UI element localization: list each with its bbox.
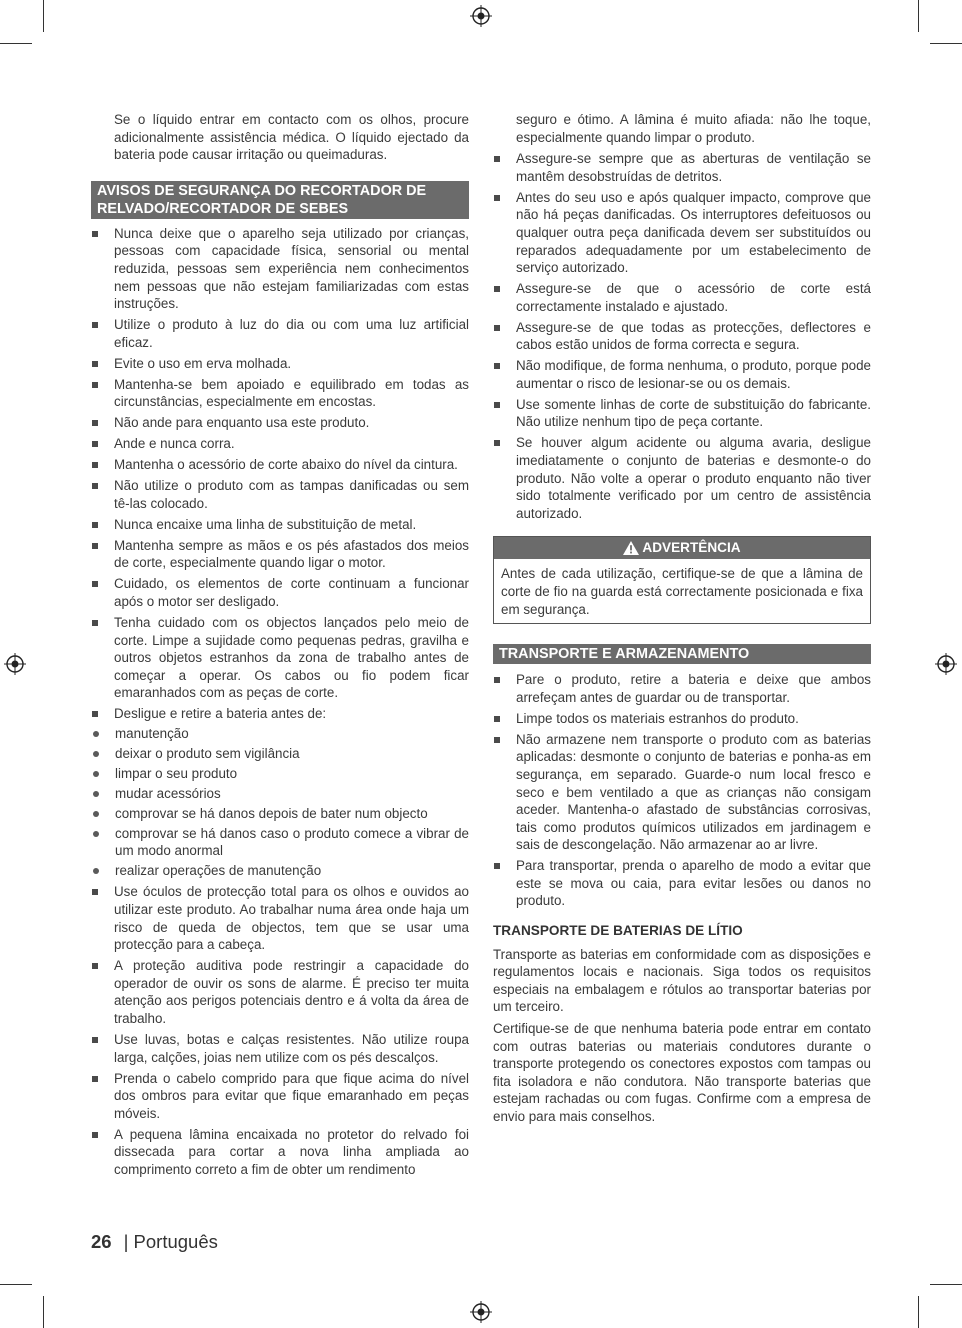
registration-mark-icon	[470, 5, 492, 27]
continuation-paragraph: seguro e ótimo. A lâmina é muito afiada: não lhe toque, especialmente quando limpar o produto.	[516, 112, 871, 145]
registration-mark-icon	[935, 653, 957, 675]
list-item: Mantenha o acessório de corte abaixo do nível da cintura.	[91, 456, 469, 474]
list-item: Nunca encaixe uma linha de substituição de metal.	[91, 516, 469, 534]
list-item: Use somente linhas de corte de substituição do fabricante. Não utilize nenhum tipo de peça cortante.	[493, 396, 871, 431]
list-item: Tenha cuidado com os objectos lançados pelo meio de corte. Limpe a sujidade como pequenas pedras, gravilha e outros objetos estranhos da zona de trabalho antes de começar a operar. Os cabos ou fio podem ficar emaranhados com as peças de corte.	[91, 614, 469, 702]
list-item: A pequena lâmina encaixada no protetor do relvado foi dissecada para cortar a nova linha ampliada ao comprimento correto a fim de obter um rendimento	[91, 1126, 469, 1179]
crop-mark	[43, 0, 44, 32]
safety-list	[91, 225, 469, 1179]
list-item: Não armazene nem transporte o produto com as baterias aplicadas: desmonte o conjunto de baterias e ponha-as em segurança, em separado. Guarde-o num local fresco e seco e bem ventilado a que as crianças não consigam aceder. Mantenha-o afastado de substâncias corrosivas, tais como produtos químicos utilizados em jardinagem e sais de descongelação. Não armazenar ao ar livre.	[493, 731, 871, 854]
warning-header	[494, 537, 870, 559]
list-item: Assegure-se de que o acessório de corte está correctamente instalado e ajustado.	[493, 280, 871, 315]
list-item: Use luvas, botas e calças resistentes. Não utilize roupa larga, calções, joias nem utilize com os pés descalços.	[91, 1031, 469, 1066]
sublist-item: limpar o seu produto	[91, 765, 469, 783]
list-item: Não ande para enquanto usa este produto.	[91, 414, 469, 432]
list-item: Limpe todos os materiais estranhos do produto.	[493, 710, 871, 728]
list-item: Mantenha-se bem apoiado e equilibrado em todas as circunstâncias, especialmente em encostas.	[91, 376, 469, 411]
crop-mark	[918, 1296, 919, 1328]
lithium-paragraph: Certifique-se de que nenhuma bateria pode entrar em contato com outras baterias ou materiais condutores durante o transporte protegendo os conectores expostos com tampas ou fita isoladora e não condutora. Não transporte baterias que estejam rachadas ou com fugas. Confirme com a empresa de envio para mais conselhos.	[493, 1021, 871, 1125]
list-item: Para transportar, prenda o aparelho de modo a evitar que este se mova ou caia, para evitar lesões ou danos no produto.	[493, 857, 871, 910]
right-column	[493, 111, 871, 1130]
list-item: Assegure-se de que todas as protecções, deflectores e cabos estão unidos de forma correcta e segura.	[493, 319, 871, 354]
sublist-item: deixar o produto sem vigilância	[91, 745, 469, 763]
list-item: Não utilize o produto com as tampas danificadas ou sem tê-las colocado.	[91, 477, 469, 512]
lithium-transport-heading: TRANSPORTE DE BATERIAS DE LÍTIO	[493, 923, 743, 939]
warning-triangle-icon	[623, 541, 639, 555]
crop-mark	[918, 0, 919, 32]
list-item: Assegure-se sempre que as aberturas de ventilação se mantêm desobstruídas de detritos.	[493, 150, 871, 185]
warning-box	[493, 536, 871, 624]
warning-text: Antes de cada utilização, certifique-se de que a lâmina de corte de fio na guarda está correctamente posicionada e fixa em segurança.	[501, 566, 863, 617]
sublist-item: mudar acessórios	[91, 785, 469, 803]
sublist-item: comprovar se há danos caso o produto comece a vibrar de um modo anormal	[91, 825, 469, 860]
registration-mark-icon	[4, 653, 26, 675]
list-item: Pare o produto, retire a bateria e deixe que ambos arrefeçam antes de guardar ou de transportar.	[493, 671, 871, 706]
section-title-transport: TRANSPORTE E ARMAZENAMENTO	[493, 644, 871, 664]
registration-mark-icon	[470, 1301, 492, 1323]
sublist-item: realizar operações de manutenção	[91, 862, 469, 880]
page-number: 26	[91, 1231, 112, 1252]
warning-title: ADVERTÊNCIA	[642, 540, 741, 556]
list-item: Não modifique, de forma nenhuma, o produto, porque pode aumentar o risco de lesionar-se ou os demais.	[493, 357, 871, 392]
list-item: Cuidado, os elementos de corte continuam a funcionar após o motor ser desligado.	[91, 575, 469, 610]
list-item: A proteção auditiva pode restringir a capacidade do operador de ouvir os sons de alarme. É preciso ter muita atenção aos perigos potenciais dentro e á volta da área de trabalho.	[91, 957, 469, 1027]
crop-mark	[930, 43, 962, 44]
crop-mark	[930, 1284, 962, 1285]
page-footer	[91, 1231, 218, 1253]
crop-mark	[0, 1284, 32, 1285]
sublist-item: manutenção	[91, 725, 469, 743]
battery-sublist	[91, 725, 469, 880]
transport-list	[493, 671, 871, 910]
list-item-battery	[91, 705, 469, 880]
crop-mark	[43, 1296, 44, 1328]
intro-paragraph: Se o líquido entrar em contacto com os olhos, procure adicionalmente assistência médica. O líquido ejectado da bateria pode causar irritação ou queimaduras.	[114, 112, 469, 163]
list-item: Mantenha sempre as mãos e os pés afastados dos meios de corte, especialmente quando ligar o motor.	[91, 537, 469, 572]
battery-item-label: Desligue e retire a bateria antes de:	[114, 706, 327, 722]
sublist-item: comprovar se há danos depois de bater num objecto	[91, 805, 469, 823]
left-column	[91, 111, 469, 1182]
crop-mark	[0, 43, 32, 44]
list-item: Utilize o produto à luz do dia ou com uma luz artificial eficaz.	[91, 316, 469, 351]
list-item: Prenda o cabelo comprido para que fique acima do nível dos ombros para evitar que fique emaranhado em peças móveis.	[91, 1070, 469, 1123]
list-item: Evite o uso em erva molhada.	[91, 355, 469, 373]
list-item: Nunca deixe que o aparelho seja utilizado por crianças, pessoas com capacidade física, sensorial ou mental reduzida, pessoas sem experiência nem conhecimentos nem pessoas que não estejam familiarizadas com estas instruções.	[91, 225, 469, 313]
list-item: Antes do seu uso e após qualquer impacto, comprove que não há peças danificadas. Os interruptores defeituosos ou qualquer outra peça danificada devem ser substituídos ou reparados adequadamente por um estabelecimento de serviço autorizado.	[493, 189, 871, 277]
section-title-safety: AVISOS DE SEGURANÇA DO RECORTADOR DE RELVADO/RECORTADOR DE SEBES	[91, 181, 469, 219]
safety-list-continued	[493, 150, 871, 522]
list-item: Ande e nunca corra.	[91, 435, 469, 453]
lithium-paragraph: Transporte as baterias em conformidade com as disposições e regulamentos locais e nacionais. Siga todos os requisitos especiais na embalagem e rótulos ao transportar baterias por um terceiro.	[493, 946, 871, 1015]
footer-language: | Português	[123, 1231, 218, 1252]
list-item: Use óculos de protecção total para os olhos e ouvidos ao utilizar este produto. Ao trabalhar numa área onde haja um risco de queda de objectos, tem que se usar uma protecção para a cabeça.	[91, 883, 469, 953]
list-item: Se houver algum acidente ou alguma avaria, desligue imediatamente o conjunto de baterias e desmonte-o do produto. Não volte a operar o produto enquanto não tiver sido totalmente verificado por um centro de assistência autorizado.	[493, 434, 871, 522]
